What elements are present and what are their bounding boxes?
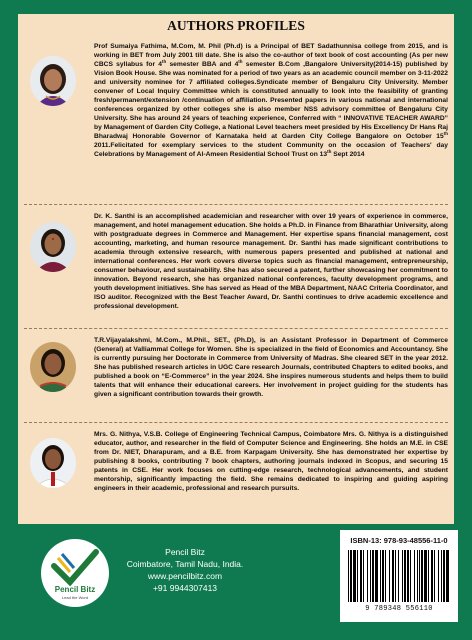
isbn-label: ISBN-13: 978-93-48556-11-0: [350, 536, 448, 545]
author-bio-2: Dr. K. Santhi is an accomplished academician and researcher with over 19 years of experience in commerce, management, and hotel management education. She holds a Ph.D. in Finance from Bharathiar University, along with postgraduate degrees in Commerce and Management. Her expertise spans financial management, cost accounting, marketing, and human resource management. Dr. Santhi has made significant contributions to academia through extensive research, with numerous papers presented and published at national and international conferences. Her work covers diverse topics such as financial management, entrepreneurship, consumer behaviour, and sustainability. She has also secured a patent, further showcasing her commitment to innovation. Beyond research, she has organized national conferences, faculty development programs, and youth development initiatives. She has served as Head of the MBA Department, NAAC Criteria Coordinator, and ISO auditor. Recognized with the Best Teacher Award, Dr. Santhi continues to drive academic excellence and professional development.: [94, 213, 448, 310]
author-photo-2: [30, 222, 76, 272]
author-photo-4: [30, 438, 76, 488]
author-bio-3: T.R.Vijayalakshmi, M.Com., M.Phil., SET., (Ph.D), is an Assistant Professor in Department of Commerce (General) at Valliammal College for Women. She is specialized in the field of Economics and Accountancy. She is currently pursuing her Doctorate in Commerce from University of Madras. She cleared SET in the year 2012. She has published research articles in UGC Care research Journals, contributed Chapters to edited books, and published a book on “E-Commerce” in the year 2024. She inspires numerous students and helps them to build talents that will enhance their educational careers. Her involvement in project guiding for the students has given a significant contribution towards their growth.: [94, 337, 448, 398]
publisher-location: Coimbatore, Tamil Nadu, India.: [126, 559, 244, 569]
author-photo-1: [30, 56, 76, 106]
barcode-icon: [346, 550, 452, 602]
author-portrait-icon: [30, 222, 76, 272]
page-title: AUTHORS PROFILES: [167, 18, 305, 33]
logo-name: Pencil Bitz: [54, 585, 96, 594]
publisher-name: Pencil Bitz: [165, 547, 205, 557]
author-bio-4: Mrs. G. Nithya, V.S.B. College of Engineering Technical Campus, Coimbatore Mrs. G. Nithya is a distinguished educator, author, and researcher in the field of Computer Science and Engineering. She holds an M.E. in CSE from Dr. NIET, Dharapuram, and a B.E. from Karpagam University. She has demonstrated her expertise by publishing 8 books, contributing 7 book chapters, authoring journals indexed in Scopus, and securing 15 patents in CSE. Her work focuses on cutting-edge research, technological advancements, and student mentorship, significantly impacting the field. She remains dedicated to inspiring and guiding aspiring engineers in their academic, professional and research pursuits.: [94, 431, 448, 492]
profile-divider: [24, 204, 448, 205]
author-photo-3: [30, 342, 76, 392]
author-portrait-icon: [30, 438, 76, 488]
author-bio-1: Prof Sumaiya Fathima, M.Com, M. Phil (Ph.d) is a Principal of BET Sadathunnisa college from 2015, and is working in BET from July 2001 till date. She is also the co-author of text book of cost accounting (As per new CBCS syllabus for 4th semester BBA and 4th semester B.Com ,Bangalore University(2014-15) published by Vision Book House. She was nominated for a period of two years as an academic council member on 3-11-2022 and university nominee for 7 affiliated colleges.Syndicate member of Bengaluru City University. Member convener of Local Inquiry Committee which is constituted annually to look into the feasibility of granting fresh/permanent/extension /continuation of affiliation. Presented papers in various national and international conferences organized by other colleges she is also member NSS advisory committee of Bengaluru City University. She has around 24 years of teaching experience, Conferred with “ INNOVATIVE TEACHER AWARD” by Management of Garden City College, a National Level teachers meet presided by His Excellency Dr Hans Raj Bharadwaj Honorable Governor of Karnataka held at Garden City College Bangalore on October 15th 2011.Felicitated for exemplary services to the student Community on the occasion of Teachers' day Celebrations by Management of Al-Ameen Residential School Trust on 13th Sept 2014: [94, 43, 448, 158]
publisher-logo: [40, 538, 110, 610]
author-portrait-icon: [30, 342, 76, 392]
authors-profiles-panel: [18, 14, 454, 524]
barcode: [346, 550, 452, 602]
barcode-digits: 9 789348 556110: [365, 605, 433, 613]
logo-tagline: Lead the Word: [61, 595, 89, 600]
publisher-info: [120, 546, 250, 594]
publisher-website[interactable]: www.pencilbitz.com: [147, 571, 223, 581]
profile-divider: [24, 422, 448, 423]
publisher-phone: +91 9944307413: [152, 583, 218, 593]
isbn-barcode-box: [340, 530, 458, 622]
profile-divider: [24, 328, 448, 329]
author-portrait-icon: [30, 56, 76, 106]
